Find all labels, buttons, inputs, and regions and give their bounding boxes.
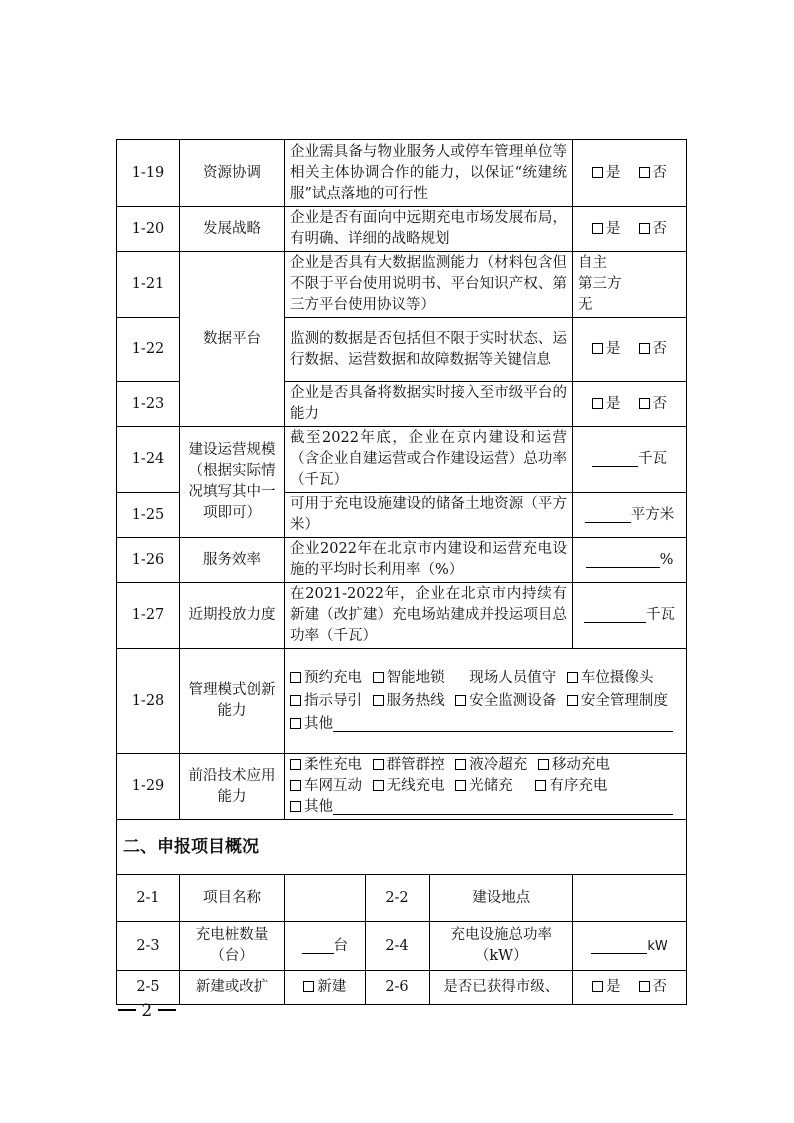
- option-label: 指示导引: [304, 692, 362, 709]
- no-label: 否: [652, 220, 668, 237]
- option-ordered-charging[interactable]: [535, 778, 607, 794]
- yes-no-options: [573, 140, 687, 207]
- row-number: 2-2: [365, 875, 429, 921]
- field-label: 建设地点: [472, 889, 531, 906]
- category-label: 资源协调: [180, 140, 285, 207]
- yes-label: 是: [606, 341, 621, 357]
- dash-left: [118, 1009, 136, 1011]
- criterion-description: 企业需具备与物业服务人或停车管理单位等相关主体协调合作的能力，以保证“统建统服”试点落地的可行性: [285, 140, 573, 207]
- row-number: 1-29: [117, 754, 180, 820]
- value-input[interactable]: [586, 551, 660, 568]
- yes-label: 是: [606, 164, 621, 181]
- checkbox[interactable]: [373, 780, 384, 791]
- row-number: 1-28: [117, 649, 180, 754]
- table-row: [117, 252, 687, 318]
- option-v2g[interactable]: [290, 778, 362, 794]
- value-entry: [573, 427, 687, 493]
- yes-checkbox[interactable]: [592, 398, 603, 409]
- row-number: 1-21: [117, 252, 180, 318]
- criterion-description: 企业是否有面向中远期充电市场发展布局，有明确、详细的战略规划: [285, 207, 573, 252]
- category-label: 发展战略: [180, 207, 285, 252]
- table-row: [117, 754, 687, 820]
- table-row: [117, 875, 687, 922]
- option-reservation[interactable]: [290, 670, 362, 686]
- unit-label: 千瓦: [646, 607, 676, 623]
- option-flexible-charging[interactable]: [290, 757, 362, 773]
- option-label: 光储充: [469, 778, 513, 794]
- option-self[interactable]: 自主: [578, 255, 608, 271]
- technology-options: [285, 754, 687, 820]
- checkbox[interactable]: [290, 759, 301, 770]
- option-group-control[interactable]: [373, 757, 445, 773]
- project-name-input[interactable]: [285, 875, 365, 921]
- source-options: [573, 252, 687, 318]
- table-row: [117, 649, 687, 754]
- option-label: 移动充电: [551, 757, 610, 773]
- value-input[interactable]: [592, 450, 638, 467]
- category-label: 前沿技术应用能力: [180, 754, 285, 820]
- table-row: [117, 583, 687, 649]
- row-number: 1-25: [117, 493, 180, 538]
- category-label: 建设运营规模（根据实际情况填写其中一项即可）: [180, 427, 285, 538]
- no-label: 否: [652, 979, 668, 995]
- no-label: 否: [652, 164, 668, 181]
- yes-checkbox[interactable]: [592, 981, 603, 992]
- option-label: 现场人员值守: [469, 669, 557, 686]
- unit-label: %: [659, 551, 674, 568]
- split-cell: [285, 971, 573, 1005]
- checkbox[interactable]: [373, 695, 384, 706]
- management-options: [285, 649, 687, 754]
- table-row: [117, 538, 687, 583]
- row-number: 1-27: [117, 583, 180, 649]
- table-row: [117, 820, 687, 875]
- option-other-label[interactable]: 其他: [304, 799, 333, 815]
- category-label: 服务效率: [180, 538, 285, 583]
- value-input[interactable]: [584, 606, 646, 623]
- checkbox[interactable]: [455, 759, 466, 770]
- field-label: 项目名称: [180, 875, 285, 922]
- criterion-description: 截至2022年底，企业在京内建设和运营（含企业自建运营或合作建设运营）总功率（千瓦）: [285, 427, 573, 493]
- row-number: 1-20: [117, 207, 180, 252]
- criterion-description: 在2021-2022年，企业在北京市内持续有新建（改扩建）充电场站建成并投运项目总功率（千瓦）: [285, 583, 573, 649]
- option-none[interactable]: 无: [578, 297, 593, 313]
- value-input[interactable]: [302, 937, 334, 954]
- yes-label: 是: [606, 979, 621, 995]
- value-entry: [573, 493, 687, 538]
- field-label: 新建或改扩: [180, 971, 285, 1005]
- option-label: 服务热线: [386, 692, 445, 709]
- option-mobile-charging[interactable]: [538, 757, 610, 773]
- pile-count-entry: [285, 922, 365, 970]
- split-cell: [285, 922, 573, 971]
- section-heading: 二、申报项目概况: [117, 820, 687, 875]
- dash-right: [158, 1009, 176, 1011]
- value-entry: [573, 583, 687, 649]
- no-checkbox[interactable]: [639, 343, 650, 354]
- checkbox[interactable]: [538, 759, 549, 770]
- table-row: [117, 427, 687, 493]
- option-smart-lock[interactable]: [373, 670, 445, 686]
- checkbox[interactable]: [290, 672, 301, 683]
- category-label: 数据平台: [180, 252, 285, 427]
- other-input[interactable]: [333, 798, 673, 815]
- row-number: 2-6: [365, 971, 429, 1004]
- option-label: 预约充电: [304, 669, 362, 686]
- value-input[interactable]: [585, 506, 631, 523]
- split-cell: [285, 875, 573, 922]
- option-pv-storage[interactable]: [455, 778, 513, 794]
- checkbox[interactable]: [303, 981, 314, 992]
- unit-label: kW: [647, 938, 668, 954]
- page-number-text: 2: [141, 1001, 153, 1021]
- criterion-description: 企业是否具备将数据实时接入至市级平台的能力: [285, 382, 573, 427]
- unit-label: 台: [333, 937, 348, 954]
- no-checkbox[interactable]: [639, 167, 650, 178]
- yes-no-options: [573, 382, 687, 427]
- option-label: 柔性充电: [304, 757, 362, 773]
- option-safety-mgmt-label[interactable]: 安全管理制度: [580, 692, 668, 709]
- other-input[interactable]: [333, 715, 673, 732]
- location-input[interactable]: [573, 875, 687, 922]
- yes-no-options: [573, 971, 687, 1005]
- option-onsite-staff[interactable]: [469, 670, 556, 686]
- checkbox[interactable]: [373, 672, 384, 683]
- page-number: [118, 1001, 176, 1021]
- category-label: 近期投放力度: [180, 583, 285, 649]
- field-label: 是否已获得市级、: [443, 979, 560, 995]
- yes-label: 是: [606, 395, 621, 412]
- row-number: 1-23: [117, 382, 180, 427]
- option-camera-label[interactable]: 车位摄像头: [580, 669, 654, 686]
- option-label: 无线充电: [386, 778, 445, 794]
- option-label: 安全监测设备: [469, 692, 557, 709]
- no-label: 否: [652, 395, 668, 412]
- checkbox[interactable]: [455, 695, 466, 706]
- yes-checkbox[interactable]: [592, 167, 603, 178]
- option-label: 液冷超充: [469, 757, 528, 773]
- option-liquid-cooling[interactable]: [455, 757, 527, 773]
- row-number: 2-1: [117, 875, 180, 922]
- option-label: 智能地锁: [386, 669, 445, 686]
- yes-checkbox[interactable]: [592, 223, 603, 234]
- table-row: [117, 971, 687, 1005]
- checkbox[interactable]: [373, 759, 384, 770]
- unit-label: 千瓦: [638, 451, 668, 467]
- no-checkbox[interactable]: [639, 981, 650, 992]
- option-other-label[interactable]: 其他: [304, 715, 333, 732]
- checkbox[interactable]: [290, 718, 301, 729]
- row-number: 1-22: [117, 318, 180, 382]
- criterion-description: 企业2022年在北京市内建设和运营充电设施的平均时长利用率（%）: [285, 538, 573, 583]
- option-label: 群管群控: [386, 757, 445, 773]
- row-number: 2-5: [117, 971, 180, 1005]
- option-guidance[interactable]: [290, 693, 362, 709]
- power-entry: [573, 922, 687, 971]
- row-number: 1-19: [117, 140, 180, 207]
- value-entry: [573, 538, 687, 583]
- yes-label: 是: [606, 220, 621, 237]
- criterion-description: 监测的数据是否包括但不限于实时状态、运行数据、运营数据和故障数据等关键信息: [285, 318, 573, 382]
- table-row: [117, 207, 687, 252]
- option-hotline[interactable]: [373, 693, 445, 709]
- value-input[interactable]: [591, 937, 647, 954]
- row-number: 2-4: [365, 922, 429, 970]
- option-label: 有序充电: [549, 778, 608, 794]
- option-label: 新建: [317, 979, 347, 995]
- option-third-party[interactable]: 第三方: [578, 276, 622, 292]
- row-number: 2-3: [117, 922, 180, 971]
- no-checkbox[interactable]: [639, 398, 650, 409]
- yes-checkbox[interactable]: [592, 343, 603, 354]
- option-wireless[interactable]: [373, 778, 445, 794]
- option-safety-monitoring[interactable]: [455, 693, 556, 709]
- application-form-table: [116, 139, 687, 1005]
- checkbox[interactable]: [567, 672, 578, 683]
- category-label: 管理模式创新能力: [180, 649, 285, 754]
- yes-no-options: [573, 207, 687, 252]
- unit-label: 平方米: [630, 506, 675, 523]
- checkbox[interactable]: [567, 695, 578, 706]
- checkbox[interactable]: [290, 695, 301, 706]
- new-build-option[interactable]: [285, 971, 365, 1004]
- criterion-description: 可用于充电设施建设的储备土地资源（平方米）: [285, 493, 573, 538]
- field-label: 充电设施总功率（kW）: [450, 927, 552, 964]
- checkbox[interactable]: [290, 801, 301, 812]
- field-label: 充电桩数量（台）: [180, 922, 285, 971]
- checkbox[interactable]: [455, 780, 466, 791]
- no-checkbox[interactable]: [639, 223, 650, 234]
- yes-no-options: [573, 318, 687, 382]
- table-row: [117, 140, 687, 207]
- option-label: 车网互动: [304, 778, 362, 794]
- criterion-description: 企业是否具有大数据监测能力（材料包含但不限于平台使用说明书、平台知识产权、第三方平台使用协议等）: [285, 252, 573, 318]
- checkbox[interactable]: [290, 780, 301, 791]
- checkbox[interactable]: [535, 780, 546, 791]
- row-number: 1-26: [117, 538, 180, 583]
- row-number: 1-24: [117, 427, 180, 493]
- no-label: 否: [652, 341, 668, 357]
- table-row: [117, 922, 687, 971]
